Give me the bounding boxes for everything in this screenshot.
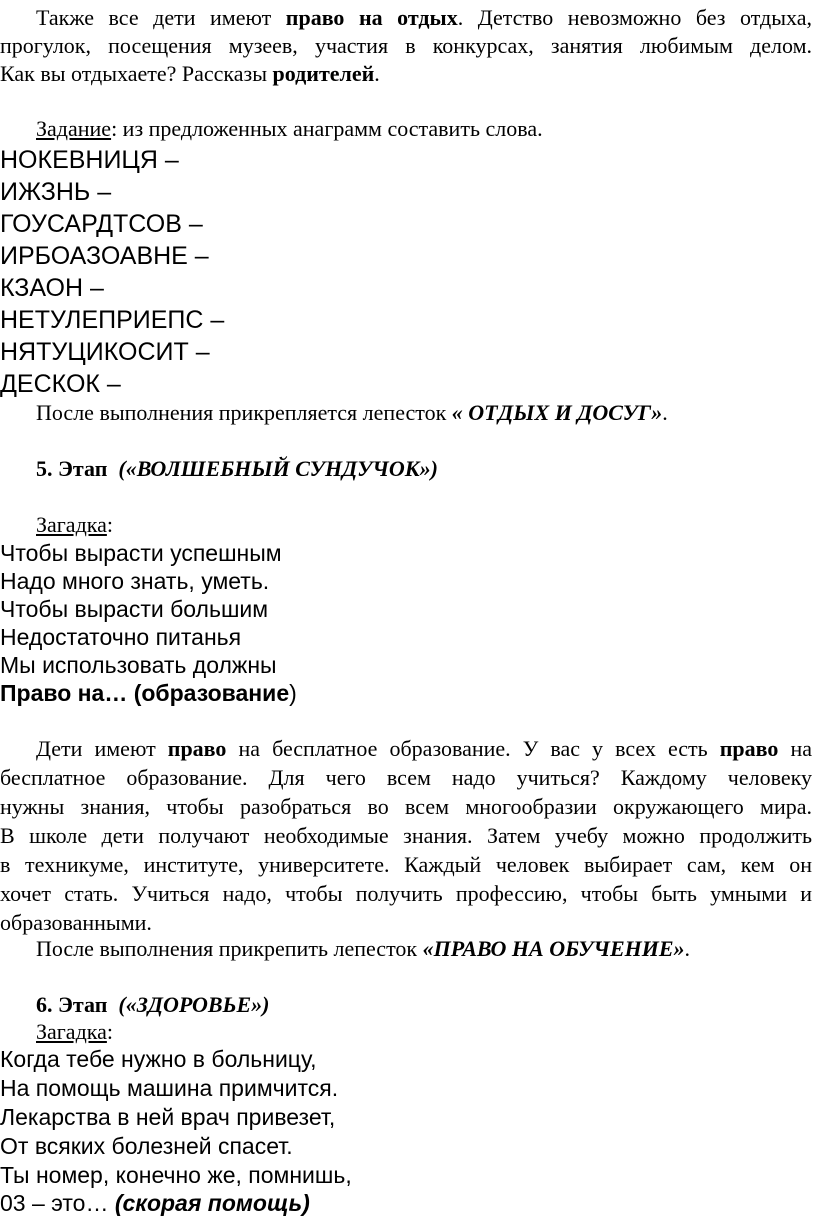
- anagram-item: ГОУСАРДТСОВ –: [0, 210, 203, 238]
- riddle-line: Недостаточно питанья: [0, 624, 242, 650]
- paragraph-rest-line-1: [36, 7, 812, 29]
- text: Также все дети имеют: [36, 5, 286, 30]
- anagram-item: НЕТУЛЕПРИЕПС –: [0, 306, 225, 334]
- anagram-item: ИЖЗНЬ –: [0, 178, 112, 206]
- text: .: [374, 61, 380, 86]
- text: ): [289, 680, 297, 706]
- stage-title: («ВОЛШЕБНЫЙ СУНДУЧОК»): [118, 456, 438, 481]
- anagram-item: НОКЕВНИЦЯ –: [0, 146, 179, 174]
- task-text: : из предложенных анаграмм составить слова.: [111, 116, 543, 141]
- riddle-label-line: [36, 1021, 113, 1043]
- petal-note-education: [36, 938, 690, 960]
- answer-text: Право на… (образование: [0, 680, 290, 706]
- paragraph-education-line-7: образованными.: [0, 910, 152, 935]
- bold-text: право: [167, 736, 227, 761]
- text: на бесплатное образование. У вас у всех есть: [226, 736, 720, 761]
- stage-number: 5. Этап: [36, 456, 108, 481]
- paragraph-education-line-4: В школе дети получают необходимые знания. Затем учебу можно продолжить: [0, 823, 812, 848]
- paragraph-education-line-2: бесплатное образование. Для чего всем надо учиться? Каждому человеку: [0, 765, 812, 790]
- paragraph-education-line-6: хочет стать. Учиться надо, чтобы получить профессию, чтобы быть умными и: [0, 881, 812, 906]
- riddle-label: Загадка: [36, 1019, 107, 1044]
- riddle-line: Надо много знать, уметь.: [0, 568, 270, 594]
- bold-text: право на отдых: [285, 5, 458, 30]
- text: Как вы отдыхаете? Рассказы: [0, 61, 273, 86]
- paragraph-rest-line-2: прогулок, посещения музеев, участия в конкурсах, занятия любимым делом.: [0, 33, 812, 58]
- colon: :: [106, 1019, 114, 1044]
- riddle-answer: [0, 682, 297, 705]
- riddle-line: От всяких болезней спасет.: [0, 1133, 293, 1159]
- paragraph-rest-line-3: [0, 63, 380, 85]
- petal-note-rest: [36, 402, 668, 424]
- paragraph-education-line-3: нужны знания, чтобы разобраться во всем многообразии окружающего мира.: [0, 794, 812, 819]
- text: на: [778, 736, 812, 761]
- riddle-label-line: [36, 514, 113, 536]
- stage-5-heading: [36, 458, 438, 480]
- anagram-item: ИРБОАЗОАВНЕ –: [0, 242, 209, 270]
- anagram-item: ДЕСКОК –: [0, 370, 121, 398]
- riddle-answer: [0, 1192, 310, 1215]
- bold-text: право: [719, 736, 779, 761]
- bold-text: родителей: [272, 61, 375, 86]
- task-line: [36, 118, 543, 140]
- text: После выполнения прикрепить лепесток: [36, 936, 423, 961]
- riddle-label: Загадка: [36, 512, 107, 537]
- riddle-line: На помощь машина примчится.: [0, 1075, 339, 1101]
- petal-name: «ПРАВО НА ОБУЧЕНИЕ»: [422, 936, 685, 961]
- stage-number: 6. Этап: [36, 992, 108, 1017]
- paragraph-education-line-1: [36, 738, 812, 760]
- riddle-line: Чтобы вырасти успешным: [0, 540, 282, 566]
- riddle-line: Мы использовать должны: [0, 652, 277, 678]
- colon: :: [106, 512, 114, 537]
- riddle-line: Ты номер, конечно же, помнишь,: [0, 1162, 352, 1188]
- text: 03 – это…: [0, 1190, 115, 1216]
- text: .: [662, 400, 668, 425]
- riddle-line: Чтобы вырасти большим: [0, 596, 269, 622]
- paragraph-education-line-5: в техникуме, институте, университете. Каждый человек выбирает сам, кем он: [0, 852, 812, 877]
- text: После выполнения прикрепляется лепесток: [36, 400, 452, 425]
- riddle-line: Когда тебе нужно в больницу,: [0, 1046, 317, 1072]
- text: .: [684, 936, 691, 961]
- answer-text: (скорая помощь): [114, 1190, 310, 1216]
- task-label: Задание: [36, 116, 112, 141]
- riddle-line: Лекарства в ней врач привезет,: [0, 1104, 336, 1130]
- stage-title: («ЗДОРОВЬЕ»): [118, 992, 270, 1017]
- text: . Детство невозможно без отдыха,: [457, 5, 812, 30]
- anagram-item: НЯТУЦИКОСИТ –: [0, 338, 210, 366]
- stage-6-heading: [36, 994, 269, 1016]
- text: Дети имеют: [36, 736, 168, 761]
- anagram-item: КЗАОН –: [0, 274, 104, 302]
- petal-name: « ОТДЫХ И ДОСУГ»: [451, 400, 663, 425]
